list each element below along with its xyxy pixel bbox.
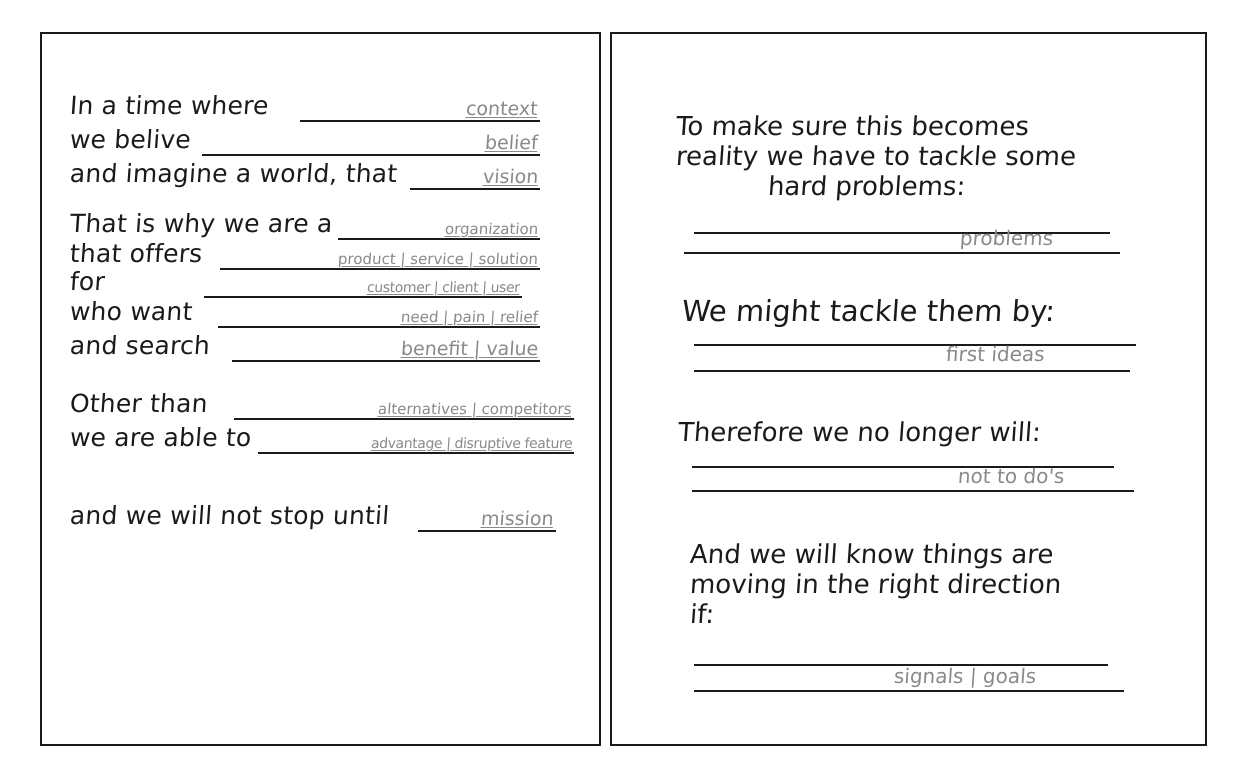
row-hint: product | service | solution	[337, 250, 539, 268]
row-hint: alternatives | competitors	[377, 400, 573, 418]
row-hint: benefit | value	[399, 338, 539, 360]
template-row-need	[42, 296, 599, 330]
section-text-line: if:	[688, 600, 716, 630]
row-hint: need | pain | relief	[400, 308, 539, 326]
row-prompt: for	[68, 267, 106, 296]
fill-blank-need[interactable]	[218, 296, 540, 328]
row-prompt: we belive	[68, 125, 192, 154]
fill-blank-alternatives[interactable]	[234, 388, 574, 420]
answer-line[interactable]	[694, 344, 1136, 346]
row-prompt: and imagine a world, that	[68, 159, 399, 188]
template-row-advantage	[42, 422, 599, 456]
template-row-benefit	[42, 330, 599, 364]
row-hint: customer | client | user	[366, 280, 521, 296]
fill-blank-benefit[interactable]	[232, 330, 540, 362]
left-template-page	[40, 32, 601, 746]
template-row-belief	[42, 124, 599, 158]
fill-blank-mission[interactable]	[418, 500, 556, 532]
section-text-line: hard problems:	[766, 172, 967, 202]
answer-line[interactable]	[694, 370, 1130, 372]
section-text-line: moving in the right direction	[688, 570, 1063, 600]
template-row-customer	[42, 266, 599, 300]
section-hint: signals | goals	[893, 664, 1038, 688]
answer-line[interactable]	[692, 490, 1134, 492]
fill-blank-organization[interactable]	[338, 208, 540, 240]
row-prompt: Other than	[68, 389, 209, 418]
row-prompt: we are able to	[68, 423, 253, 452]
template-row-organization	[42, 208, 599, 242]
row-prompt: That is why we are a	[68, 209, 334, 238]
row-hint: organization	[444, 220, 539, 238]
template-row-context	[42, 90, 599, 124]
template-row-mission	[42, 500, 599, 534]
fill-blank-vision[interactable]	[410, 158, 540, 190]
section-hint: problems	[959, 226, 1055, 250]
fill-blank-context[interactable]	[300, 90, 540, 122]
row-hint: context	[465, 98, 539, 120]
template-row-vision	[42, 158, 599, 192]
row-prompt: In a time where	[68, 91, 270, 120]
section-text-line: We might tackle them by:	[680, 294, 1057, 328]
answer-line[interactable]	[684, 252, 1120, 254]
section-text-line: Therefore we no longer will:	[676, 418, 1042, 448]
row-hint: vision	[481, 166, 539, 188]
section-hint: first ideas	[945, 342, 1046, 366]
template-row-alternatives	[42, 388, 599, 422]
fill-blank-customer[interactable]	[204, 266, 522, 298]
section-text-line: To make sure this becomes	[674, 112, 1031, 142]
row-prompt: that offers	[68, 239, 204, 268]
section-hint: not to do's	[957, 464, 1066, 488]
row-prompt: who want	[68, 297, 194, 326]
right-template-page	[610, 32, 1207, 746]
row-prompt: and we will not stop until	[68, 501, 391, 530]
section-text-line: And we will know things are	[688, 540, 1055, 570]
section-text-line: reality we have to tackle some	[674, 142, 1078, 172]
answer-line[interactable]	[694, 690, 1124, 692]
row-prompt: and search	[68, 331, 212, 360]
fill-blank-advantage[interactable]	[258, 422, 574, 454]
row-hint: belief	[484, 132, 539, 154]
row-hint: advantage | disruptive feature	[370, 436, 573, 452]
row-hint: mission	[480, 508, 555, 530]
fill-blank-belief[interactable]	[202, 124, 540, 156]
